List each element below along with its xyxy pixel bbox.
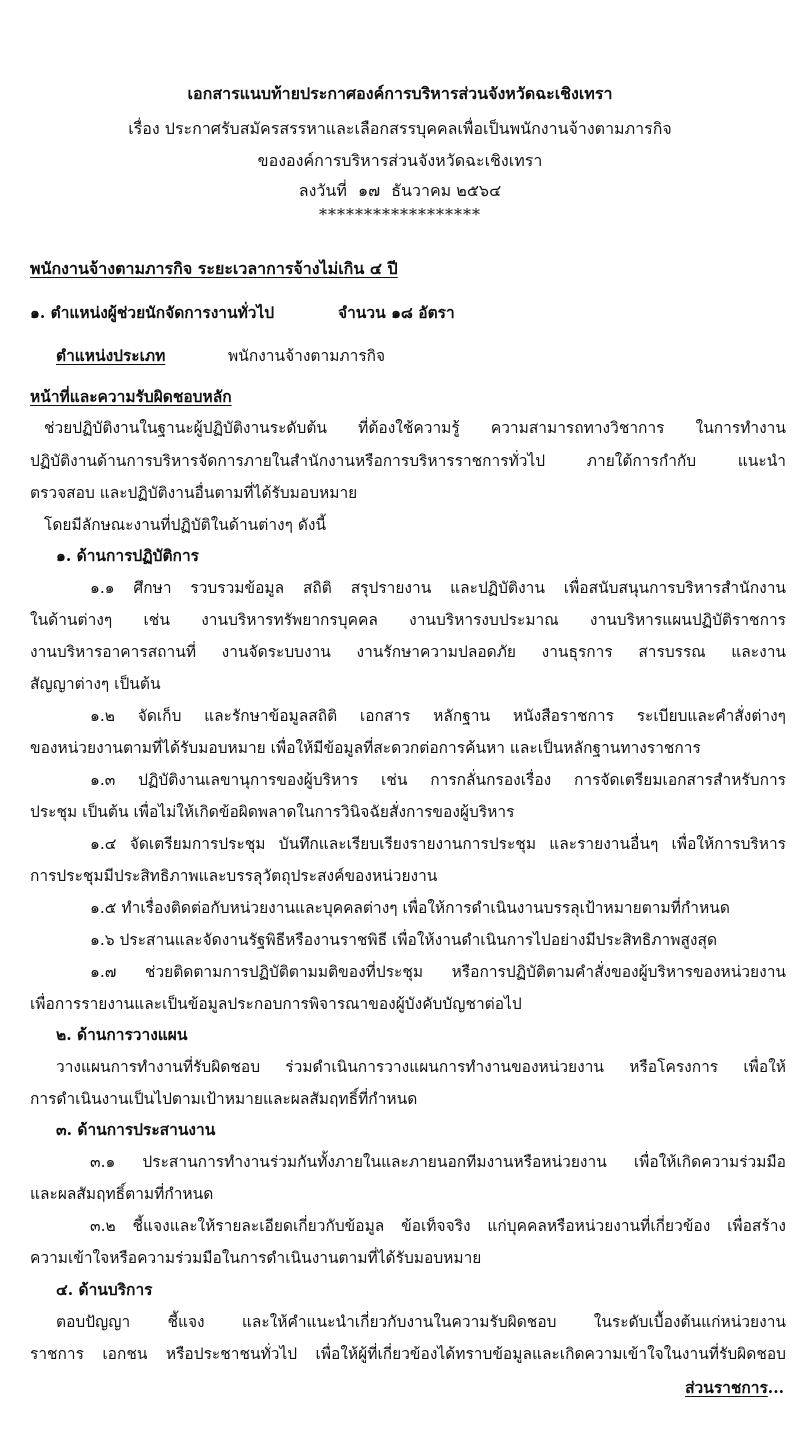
intro-line-1: ช่วยปฏิบัติงานในฐานะผู้ปฏิบัติงานระดับต้น ที่ต้องใช้ความรู้ ความสามารถทางวิชาการ ในการทำงาน xyxy=(44,419,786,437)
s1-line-7: ๑.๓ ปฏิบัติงานเลขานุการของผู้บริหาร เช่น การกลั่นกรองเรื่อง การจัดเตรียมเอกสารสำหรับการ xyxy=(90,771,786,789)
header-date xyxy=(0,179,800,204)
s1-line-10: การประชุมมีประสิทธิภาพและบรรลุวัตถุประสงค์ของหน่วยงาน xyxy=(30,867,438,885)
s1-line-9: ๑.๔ จัดเตรียมการประชุม บันทึกและเรียบเรียงรายงานการประชุม และรายงานอื่นๆ เพื่อให้การบริหาร xyxy=(90,835,786,853)
s4-line-1: ตอบปัญญา ชี้แจง และให้คำแนะนำเกี่ยวกับงานในความรับผิดชอบ ในระดับเบื้องต้นแก่หน่วยงาน xyxy=(56,1313,786,1331)
intro-line-3: ตรวจสอบ และปฏิบัติงานอื่นตามที่ได้รับมอบหมาย xyxy=(30,484,358,502)
s4-heading: ๔. ด้านบริการ xyxy=(56,1280,153,1299)
position-title: ๑. ตำแหน่งผู้ช่วยนักจัดการงานทั่วไป xyxy=(30,303,275,322)
s1-line-5: ๑.๒ จัดเก็บ และรักษาข้อมูลสถิติ เอกสาร หลักฐาน หนังสือราชการ ระเบียบและคำสั่งต่างๆ xyxy=(90,707,786,725)
s3-line-3: ๓.๒ ชี้แจงและให้รายละเอียดเกี่ยวกับข้อมูล ข้อเท็จจริง แก่บุคคลหรือหน่วยงานที่เกี่ยวข้อง เพื่อสร้าง xyxy=(90,1217,786,1235)
s2-line-2: การดำเนินงานเป็นไปตามเป้าหมายและผลสัมฤทธิ์ที่กำหนด xyxy=(30,1090,418,1108)
position-type-value: พนักงานจ้างตามภารกิจ xyxy=(228,347,386,365)
s3-line-4: ความเข้าใจหรือความร่วมมือในการดำเนินงานตามที่ได้รับมอบหมาย xyxy=(30,1249,482,1267)
date-rest: ธันวาคม ๒๕๖๔ xyxy=(391,181,502,200)
s1-line-8: ประชุม เป็นต้น เพื่อไม่ให้เกิดข้อผิดพลาดในการวินิจฉัยสั่งการของผู้บริหาร xyxy=(30,803,515,821)
s2-heading: ๒. ด้านการวางแผน xyxy=(56,1025,188,1044)
s4-line-2: ราชการ เอกชน หรือประชาชนทั่วไป เพื่อให้ผู้ที่เกี่ยวข้องได้ทราบข้อมูลและเกิดความเข้าใจในงานที่รับผิดชอบ xyxy=(30,1345,786,1363)
header-line-2: เรื่อง ประกาศรับสมัครสรรหาและเลือกสรรบุคคลเพื่อเป็นพนักงานจ้างตามภารกิจ xyxy=(128,119,672,138)
continuation-marker xyxy=(685,1375,784,1400)
s2-line-1: วางแผนการทำงานที่รับผิดชอบ ร่วมดำเนินการวางแผนการทำงานของหน่วยงาน หรือโครงการ เพื่อให้ xyxy=(56,1058,786,1076)
date-day: ๑๗ xyxy=(357,181,381,200)
date-prefix: ลงวันที่ xyxy=(298,181,347,200)
intro-line-2: ปฏิบัติงานด้านการบริหารจัดการภายในสำนักงานหรือการบริหารราชการทั่วไป ภายใต้การกำกับ แนะนำ xyxy=(30,452,786,470)
s1-line-1: ๑.๑ ศึกษา รวบรวมข้อมูล สถิติ สรุปรายงาน และปฏิบัติงาน เพื่อสนับสนุนการบริหารสำนักงาน xyxy=(90,579,786,597)
s1-line-14: เพื่อการรายงานและเป็นข้อมูลประกอบการพิจารณาของผู้บังคับบัญชาต่อไป xyxy=(30,995,522,1013)
intro-line-4: โดยมีลักษณะงานที่ปฏิบัติในด้านต่างๆ ดังนี้ xyxy=(44,516,327,534)
s1-line-12: ๑.๖ ประสานและจัดงานรัฐพิธีหรืองานราชพิธี เพื่อให้งานดำเนินการไปอย่างมีประสิทธิภาพสูงสุด xyxy=(90,931,718,949)
continuation-label: ส่วนราชการ xyxy=(685,1378,768,1397)
s1-line-11: ๑.๕ ทำเรื่องติดต่อกับหน่วยงานและบุคคลต่างๆ เพื่อให้การดำเนินงานบรรลุเป้าหมายตามที่กำหนด xyxy=(90,899,730,917)
header-line-3: ขององค์การบริหารส่วนจังหวัดฉะเชิงเทรา xyxy=(257,151,543,170)
s3-line-1: ๓.๑ ประสานการทำงานร่วมกันทั้งภายในและภายนอกทีมงานหรือหน่วยงาน เพื่อให้เกิดความร่วมมือ xyxy=(90,1153,786,1171)
s1-line-6: ของหน่วยงานตามที่ได้รับมอบหมาย เพื่อให้มีข้อมูลที่สะดวกต่อการค้นหา และเป็นหลักฐานทางราชการ xyxy=(30,739,701,757)
s3-heading: ๓. ด้านการประสานงาน xyxy=(56,1120,216,1139)
section-title: พนักงานจ้างตามภารกิจ ระยะเวลาการจ้างไม่เกิน ๔ ปี xyxy=(30,259,398,278)
position-count: จำนวน ๑๘ อัตรา xyxy=(338,303,455,322)
continuation-ellipsis: ... xyxy=(767,1378,784,1397)
s3-line-2: และผลสัมฤทธิ์ตามที่กำหนด xyxy=(30,1185,214,1203)
s1-heading: ๑. ด้านการปฏิบัติการ xyxy=(56,546,199,565)
s1-line-3: งานบริหารอาคารสถานที่ งานจัดระบบงาน งานรักษาความปลอดภัย งานธุรการ สารบรรณ และงาน xyxy=(30,643,786,661)
s1-line-2: ในด้านต่างๆ เช่น งานบริหารทรัพยากรบุคคล งานบริหารงบประมาณ งานบริหารแผนปฏิบัติราชการ xyxy=(30,611,786,629)
duties-heading: หน้าที่และความรับผิดชอบหลัก xyxy=(30,387,232,406)
s1-line-4: สัญญาต่างๆ เป็นต้น xyxy=(30,675,161,693)
s1-line-13: ๑.๗ ช่วยติดตามการปฏิบัติตามมติของที่ประชุม หรือการปฏิบัติตามคำสั่งของผู้บริหารของหน่วยงาน xyxy=(90,963,786,981)
header-line-1: เอกสารแนบท้ายประกาศองค์การบริหารส่วนจังหวัดฉะเชิงเทรา xyxy=(187,84,613,103)
position-type-label: ตำแหน่งประเภท xyxy=(56,346,166,365)
header-stars: ****************** xyxy=(319,205,481,224)
